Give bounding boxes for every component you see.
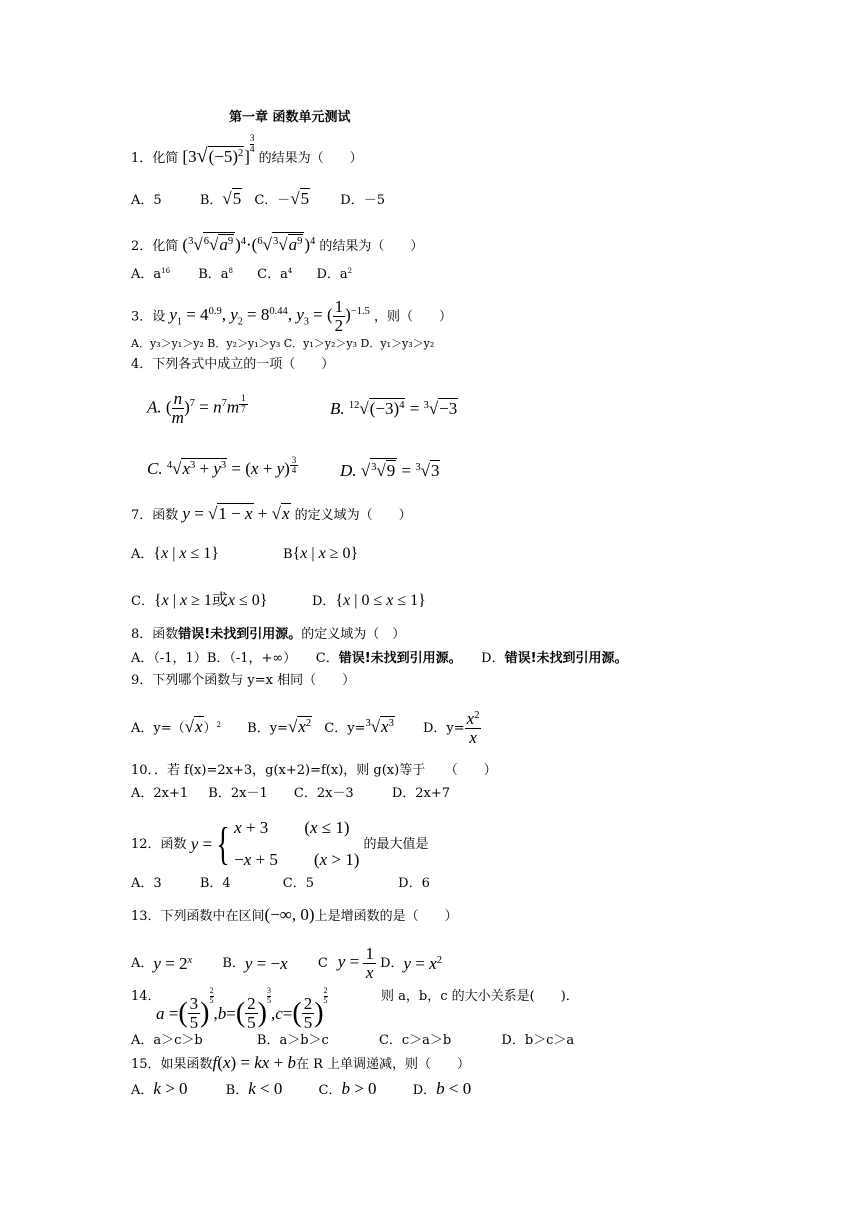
q1-label: 1．化简: [131, 151, 179, 166]
q9-options: A．$y=(√x)^2$ B．$y=√x^2$ C．$y=^3√x^3$ D．y= $\frac{x^2}{x}$: [131, 709, 480, 747]
q12-label: 12．函数: [131, 837, 187, 853]
question-10: 10．．若 f(x)=2x+3，g(x+2)=f(x)，则 g(x)等于 （ ）: [131, 763, 497, 778]
q8-option-d-label: D．: [455, 651, 505, 666]
question-7: [131, 503, 412, 522]
q7-label: 7．函数: [131, 508, 179, 523]
q15-expression: f(x) = kx + b: [212, 1053, 296, 1072]
q3-label: 3．设: [131, 309, 166, 325]
q14-option-d: D．b＞c＞a: [501, 1033, 575, 1048]
q2-exp-c: 4: [287, 267, 293, 275]
q14-suffix: 则 a，b，c 的大小关系是( )．: [368, 989, 579, 1004]
q14-option-c: C．c＞a＞b: [378, 1033, 452, 1048]
q14-option-b: B．a＞b＞c: [256, 1033, 329, 1048]
q8-error-ref: 错误!未找到引用源。: [178, 627, 302, 642]
q1-expression: $[3√(-5)^2]$ $\frac{3}{4}$: [182, 133, 255, 167]
q8-options-ab: A．（-1，1）B．（-1，+∞） C．: [131, 651, 339, 666]
q7-option-d: D．{x | 0 ≤ x ≤ 1}: [312, 592, 426, 609]
q2-option-c: C．a: [257, 267, 288, 282]
q8-label: 8．函数: [131, 627, 179, 642]
q12-expression: y ={ x + 3 (x ≤ 1) −x + 5 (x > 1): [190, 818, 360, 870]
q2-exp-a: 16: [161, 267, 171, 275]
q2-option-d: D．a: [316, 267, 348, 282]
question-12: [131, 812, 429, 877]
q15-suffix: 在 R 上单调递减，则（ ）: [295, 1057, 470, 1072]
q1-option-a: A．5: [131, 193, 162, 208]
question-9: 9．下列哪个函数与 y=x 相同（ ）: [131, 673, 356, 688]
q13-suffix: 上是增函数的是（ ）: [314, 909, 458, 924]
q1-options: A．5 B．√5 C．－√5 D．－5: [131, 189, 385, 208]
q15-options: A．k > 0 B．k < 0 C．b > 0 D．b < 0: [131, 1079, 472, 1098]
q2-suffix: 的结果为（ ）: [319, 239, 424, 254]
question-2: [131, 232, 423, 254]
q14-options: [131, 1034, 574, 1047]
q12-option-d: D．6: [398, 876, 430, 891]
q14-label: 14．: [131, 989, 161, 1004]
q10-option-a: A．2x+1: [131, 786, 189, 801]
q3-expression: $y_1 = 4^{0.9}$, $y_2 = 8^{0.44}$, $y_3$ = ( $\frac{1}{2}$ )$^{-1.5}$: [169, 297, 370, 335]
q1-option-c: C．－: [254, 193, 291, 208]
q2-option-b: B．a: [198, 267, 229, 282]
q12-suffix: 的最大值是: [363, 837, 429, 853]
q4-option-a: A. ( $\frac{n}{m}$ )$^7 = n^7m$ $^{\frac{1}{7}}$: [147, 389, 246, 427]
q10-option-d: D．2x+7: [391, 786, 451, 801]
q8-option-c-error: 错误!未找到引用源。: [338, 651, 456, 666]
q3-options: A．y₃＞y₁＞y₂ B．y₂＞y₁＞y₃ C．y₁＞y₂＞y₃ D．y₁＞y₃＞y₂: [131, 337, 435, 350]
q7-suffix: 的定义域为（ ）: [294, 508, 412, 523]
q4-option-b: B. $^{12}√(-3)^4 = ^3√-3$: [330, 399, 458, 418]
q15-label: 15．如果函数: [131, 1057, 213, 1072]
question-1: [131, 133, 363, 167]
q13-interval: (−∞, 0): [264, 905, 315, 924]
q2-exp-b: 8: [228, 267, 233, 275]
question-13: [131, 906, 458, 923]
question-3: [131, 298, 452, 335]
q10-option-c: C．2x－3: [293, 786, 354, 801]
question-15: [131, 1054, 470, 1071]
q13-label: 13．下列函数中在区间: [131, 909, 265, 924]
q14-expression: a =( $\frac{3}{5}$ ) $\frac{2}{5}$ ,b=( $\frac{2}{5}$ ) $\frac{3}{5}$ ,c=( $\frac{2}{5}$ ) $\frac{2}{5}$: [156, 986, 328, 1032]
question-8: [131, 628, 405, 641]
q2-option-a: A．a: [131, 267, 162, 282]
q1-option-d: D．－5: [340, 193, 385, 208]
q7-expression: y = √1 − x + √x: [182, 504, 290, 523]
q1-suffix: 的结果为（ ）: [258, 151, 363, 166]
q2-exp-d: 2: [347, 267, 353, 275]
q2-options: [131, 268, 352, 281]
q7-option-c: C．{x | x ≥ 1或x ≤ 0}: [131, 592, 268, 609]
page-title: 第一章 函数单元测试: [229, 110, 351, 125]
q10-options: [131, 787, 450, 800]
q1-option-b: B．: [199, 193, 223, 208]
question-4: 4．下列各式中成立的一项（ ）: [131, 357, 335, 372]
q4-option-c: C. $^4√x^3 + y^3 = (x + y)$ $^{\frac{3}{4}}$: [147, 454, 297, 478]
q8-suffix: 的定义域为（ ）: [301, 627, 406, 642]
q7-option-a: A．{x | x ≤ 1}: [131, 545, 219, 562]
q8-option-d-error: 错误!未找到引用源。: [504, 651, 628, 666]
q12-options: [131, 877, 430, 890]
q7-option-b: B{x | x ≥ 0}: [283, 545, 359, 562]
q10-option-b: B．2x－1: [208, 786, 268, 801]
q2-expression: ($^3√^6√a^9$ )$^4\cdot(^6√^3√a^9$ )$^4$: [182, 235, 315, 254]
q12-option-b: B．4: [199, 876, 231, 891]
q13-options: A．$y = 2^x$ B．y = −x C y = $\frac{1}{x}$ D．$y = x^2$: [131, 944, 442, 982]
q8-options: [131, 652, 628, 665]
q12-option-a: A．3: [131, 876, 162, 891]
q14-option-a: A．a＞c＞b: [131, 1033, 203, 1048]
q12-option-c: C．5: [282, 876, 314, 891]
q3-suffix: ，则（ ）: [374, 309, 453, 325]
q4-option-d: D. √$^3$√9 = $^3$√3: [340, 458, 440, 480]
q2-label: 2．化简: [131, 239, 179, 254]
